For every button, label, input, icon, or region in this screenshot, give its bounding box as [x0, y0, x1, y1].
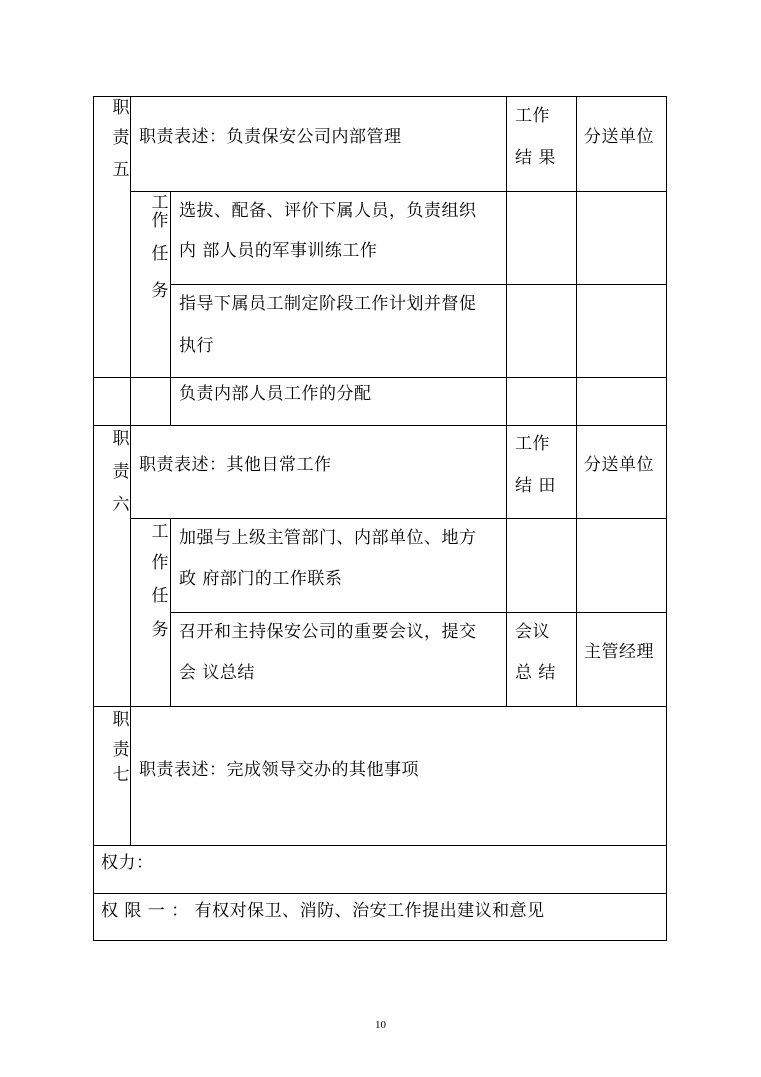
- duty6-description: 职责表述：其他日常工作: [139, 455, 332, 475]
- duty5-task-label: 工 作 任 务: [151, 193, 169, 301]
- duty6-label: 职 责 六: [112, 429, 130, 515]
- duty6-task2-result-line1: 会议: [515, 622, 550, 642]
- duty5-description: 职责表述：负责保安公司内部管理: [139, 127, 402, 147]
- duty5-task1-line1: 选拔、配备、评价下属人员，负责组织: [179, 201, 477, 221]
- duty6-task1-line1: 加强与上级主管部门、内部单位、地方: [179, 528, 477, 548]
- duty7-description: 职责表述：完成领导交办的其他事项: [139, 760, 419, 780]
- duty5-task2-line2: 执行: [179, 336, 214, 356]
- duty5-task1-line2: 内 部人员的军事训练工作: [179, 241, 378, 261]
- duty6-result-header-line2: 结 田: [515, 476, 556, 496]
- duty6-task2-result-line2: 总 结: [515, 663, 556, 683]
- duty5-task2-line1: 指导下属员工制定阶段工作计划并督促: [179, 294, 477, 314]
- duty5-label: 职 责 五: [112, 98, 130, 180]
- authority-limit-1: 权 限 一 ： 有权对保卫、消防、治安工作提出建议和意见: [101, 901, 545, 921]
- duty6-task2-dept: 主管经理: [584, 642, 654, 662]
- duty7-label: 职 责 七: [112, 710, 130, 785]
- duty6-result-header-line1: 工作: [515, 434, 550, 454]
- duty6-task-label: 工 作 任 务: [151, 522, 169, 640]
- duty6-dept-header: 分送单位: [584, 455, 654, 475]
- duty6-task2-line1: 召开和主持保安公司的重要会议，提交: [179, 622, 477, 642]
- duty5-result-header-line1: 工作: [515, 106, 550, 126]
- page-number: 10: [375, 1019, 386, 1031]
- duty5-result-header-line2: 结 果: [515, 148, 556, 168]
- duty5-dept-header: 分送单位: [584, 127, 654, 147]
- authority-title: 权力：: [101, 853, 154, 873]
- duty6-task2-line2: 会 议总结: [179, 663, 255, 683]
- duty5-task3: 负责内部人员工作的分配: [179, 384, 372, 404]
- duty6-task1-line2: 政 府部门的工作联系: [179, 569, 343, 589]
